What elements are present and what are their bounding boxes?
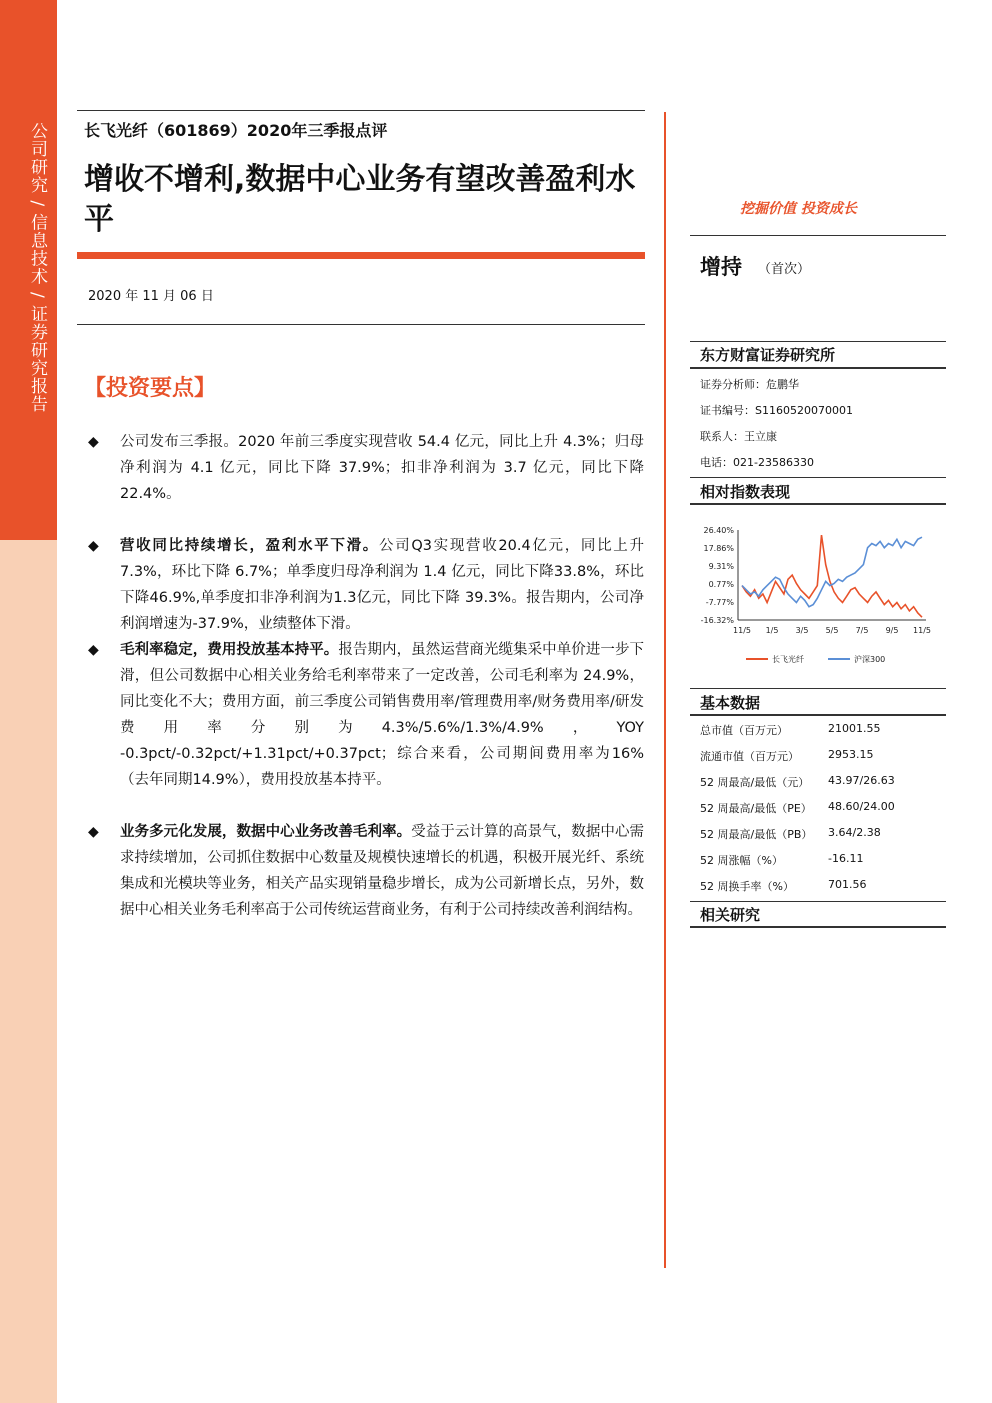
y-tick-label: -16.32%	[700, 616, 734, 625]
headline-underline	[77, 252, 645, 259]
institution-rule	[690, 367, 946, 369]
slogan-rule	[690, 235, 946, 236]
y-tick-label: 9.31%	[708, 562, 734, 571]
bullet-item	[88, 637, 644, 793]
diamond-bullet-icon: ◆	[88, 434, 99, 450]
chart-title-top-rule	[690, 477, 946, 478]
basic-data-value: 701.56	[828, 878, 867, 891]
diamond-bullet-icon: ◆	[88, 642, 99, 658]
x-tick-label: 3/5	[795, 626, 809, 635]
legend-label: 长飞光纤	[772, 655, 804, 664]
phone-number: 电话：021-23586330	[700, 456, 814, 469]
bullet-item	[88, 819, 644, 923]
bullet-item	[88, 533, 644, 637]
relative-index-chart	[690, 518, 940, 676]
basic-title-rule	[690, 714, 946, 716]
basic-data-value: -16.11	[828, 852, 864, 865]
basic-data-value: 2953.15	[828, 748, 874, 761]
section-title: 【投资要点】	[84, 376, 217, 401]
basic-data-value: 48.60/24.00	[828, 800, 895, 813]
related-title-rule	[690, 926, 946, 928]
x-tick-label: 1/5	[765, 626, 779, 635]
analyst-name: 证券分析师：危鹏华	[700, 378, 799, 391]
basic-data-label: 流通市值（百万元）	[700, 750, 799, 763]
institution-name: 东方财富证券研究所	[700, 346, 836, 364]
bullet-text: 公司发布三季报。2020 年前三季度实现营收 54.4 亿元，同比上升 4.3%；归母净利润为 4.1 亿元，同比下降 37.9%；扣非净利润为 3.7 亿元，同比下降 22.4%。	[120, 434, 644, 502]
y-tick-label: 0.77%	[708, 580, 734, 589]
diamond-bullet-icon: ◆	[88, 824, 99, 840]
date-rule	[77, 324, 645, 325]
basic-title-top-rule	[690, 688, 946, 689]
bullet-item	[88, 429, 644, 507]
side-category-label: 公司研究 / 信息技术 / 证券研究报告	[27, 122, 47, 414]
series-line-0	[742, 535, 922, 617]
slogan: 挖掘价值 投资成长	[740, 201, 857, 217]
side-band-peach	[0, 540, 57, 1403]
related-research-title: 相关研究	[700, 906, 761, 924]
legend-label: 沪深300	[854, 655, 886, 664]
institution-top-rule	[690, 341, 946, 342]
rating: 增持	[700, 255, 742, 279]
bullet-bold: 营收同比持续增长，盈利水平下滑。	[120, 538, 379, 554]
basic-data-label: 总市值（百万元）	[700, 724, 788, 737]
chart-title: 相对指数表现	[700, 483, 791, 501]
bullet-bold: 毛利率稳定，费用投放基本持平。	[120, 642, 339, 658]
bullet-text: 报告期内，虽然运营商光缆集采中单价进一步下滑，但公司数据中心相关业务给毛利率带来了一定改善，公司毛利率为 24.9%，同比变化不大；费用方面，前三季度公司销售费用率/管理费用率/财务费用率/研发费用率分别为4.3%/5.6%/1.3%/4.9%，YOY -0.3pct/-0.32pct/+1.31pct/+0.37pct；综合来看，公司期间费用率为16%（去年同期14.9%），费用投放基本持平。	[120, 642, 645, 788]
y-tick-label: 17.86%	[703, 544, 734, 553]
x-tick-label: 11/5	[913, 626, 931, 635]
basic-data-label: 52 周最高/最低（PE）	[700, 802, 812, 815]
basic-data-label: 52 周最高/最低（PB）	[700, 828, 813, 841]
rating-note: （首次）	[758, 262, 811, 277]
x-tick-label: 11/5	[733, 626, 751, 635]
column-divider	[664, 112, 666, 1268]
top-rule	[77, 110, 645, 111]
cert-number: 证书编号：S1160520070001	[700, 404, 853, 417]
report-date: 2020 年 11 月 06 日	[88, 289, 214, 304]
basic-data-label: 52 周涨幅（%）	[700, 854, 783, 867]
chart-title-rule	[690, 503, 946, 505]
related-title-top-rule	[690, 901, 946, 902]
x-tick-label: 9/5	[885, 626, 899, 635]
x-tick-label: 5/5	[825, 626, 839, 635]
basic-data-value: 43.97/26.63	[828, 774, 895, 787]
diamond-bullet-icon: ◆	[88, 538, 99, 554]
basic-data-label: 52 周换手率（%）	[700, 880, 794, 893]
bullet-text: 公司Q3实现营收20.4亿元，同比上升 7.3%，环比下降 6.7%；单季度归母净利润为 1.4 亿元，同比下降33.8%，环比下降46.9%,单季度扣非净利润为1.3亿元，同比下降 39.3%。报告期内，公司净利润增速为-37.9%，业绩整体下滑。	[120, 538, 644, 632]
basic-data-title: 基本数据	[700, 694, 761, 712]
contact-person: 联系人：王立康	[700, 430, 777, 443]
bullet-text: 受益于云计算的高景气，数据中心需求持续增加，公司抓住数据中心数量及规模快速增长的机遇，积极开展光纤、系统集成和光模块等业务，相关产品实现销量稳步增长，成为公司新增长点，另外，数据中心相关业务毛利率高于公司传统运营商业务，有利于公司持续改善利润结构。	[120, 824, 645, 918]
chart-svg	[690, 518, 940, 676]
y-tick-label: 26.40%	[703, 526, 734, 535]
page-headline: 增收不增利,数据中心业务有望改善盈利水平	[84, 162, 636, 237]
report-title: 长飞光纤（601869）2020年三季报点评	[84, 121, 388, 140]
bullet-bold: 业务多元化发展，数据中心业务改善毛利率。	[120, 824, 412, 840]
x-tick-label: 7/5	[855, 626, 869, 635]
y-tick-label: -7.77%	[705, 598, 734, 607]
basic-data-value: 3.64/2.38	[828, 826, 881, 839]
basic-data-value: 21001.55	[828, 722, 881, 735]
basic-data-label: 52 周最高/最低（元）	[700, 776, 810, 789]
